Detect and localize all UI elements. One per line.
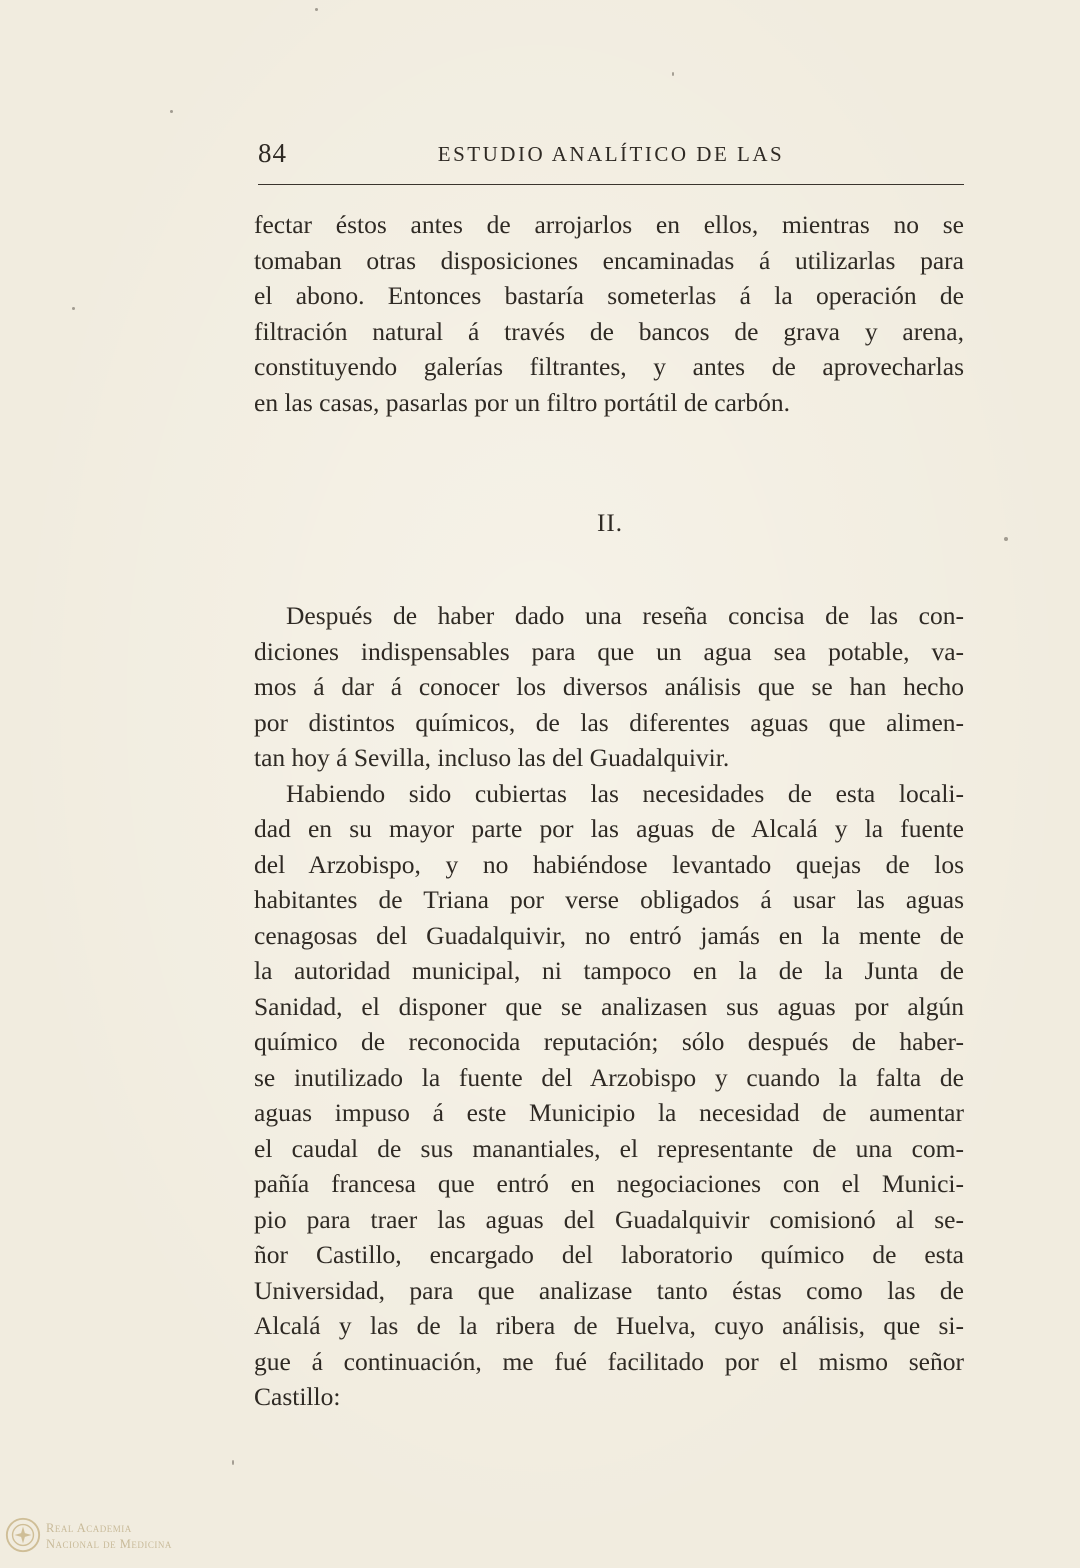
text-line: dad en su mayor parte por las aguas de Alcalá y la fuente bbox=[254, 814, 964, 843]
text-line: químico de reconocida reputación; sólo después de haber- bbox=[254, 1027, 964, 1056]
academy-seal-icon bbox=[4, 1516, 42, 1554]
header-rule bbox=[258, 184, 964, 185]
text-line: Castillo: bbox=[254, 1382, 341, 1411]
page-number: 84 bbox=[258, 138, 287, 168]
text-line: pañía francesa que entró en negociaciones con el Munici- bbox=[254, 1169, 964, 1198]
text-line: Universidad, para que analizase tanto éstas como las de bbox=[254, 1275, 964, 1305]
paragraph-continuation bbox=[254, 207, 964, 420]
text-line: ñor Castillo, encargado del laboratorio químico de esta bbox=[254, 1240, 964, 1269]
text-line: fectar éstos antes de arrojarlos en ellos, mientras no se bbox=[254, 210, 964, 239]
paragraph-body bbox=[254, 598, 964, 1415]
text-line: Alcalá y las de la ribera de Huelva, cuyo análisis, que si- bbox=[254, 1311, 964, 1340]
text-line: filtración natural á través de bancos de grava y arena, bbox=[254, 316, 964, 346]
text-line: cenagosas del Guadalquivir, no entró jamás en la mente de bbox=[254, 920, 964, 950]
text-line: diciones indispensables para que un agua sea potable, va- bbox=[254, 636, 964, 666]
scan-speck bbox=[672, 72, 674, 76]
text-line: constituyendo galerías filtrantes, y antes de aprovecharlas bbox=[254, 352, 964, 381]
text-line: Después de haber dado una reseña concisa de las con- bbox=[286, 601, 964, 630]
text-line: el caudal de sus manantiales, el representante de una com- bbox=[254, 1133, 964, 1163]
watermark-line: Nacional de Medicina bbox=[46, 1537, 172, 1551]
scan-speck bbox=[1004, 537, 1008, 541]
text-line: en las casas, pasarlas por un filtro portátil de carbón. bbox=[254, 387, 791, 417]
text-line: el abono. Entonces bastaría someterlas á la operación de bbox=[254, 281, 964, 310]
running-head bbox=[258, 138, 964, 172]
text-line: tan hoy á Sevilla, incluso las del Guadalquivir. bbox=[254, 743, 730, 772]
running-title: ESTUDIO ANALÍTICO DE LAS bbox=[437, 142, 785, 166]
text-line: la autoridad municipal, ni tampoco en la de la Junta de bbox=[254, 956, 964, 985]
watermark-text bbox=[46, 1520, 172, 1552]
text-line: se inutilizado la fuente del Arzobispo y cuando la falta de bbox=[254, 1062, 964, 1092]
scan-speck bbox=[232, 1460, 234, 1465]
section-heading: II. bbox=[597, 510, 623, 537]
text-line: gue á continuación, me fué facilitado por el mismo señor bbox=[254, 1346, 964, 1376]
text-line: tomaban otras disposiciones encaminadas á utilizarlas para bbox=[254, 245, 964, 275]
text-line: habitantes de Triana por verse obligados á usar las aguas bbox=[254, 885, 964, 914]
text-line: del Arzobispo, y no habiéndose levantado quejas de los bbox=[254, 849, 964, 879]
text-line: pio para traer las aguas del Guadalquivir comisionó al se- bbox=[254, 1204, 964, 1234]
text-line: Sanidad, el disponer que se analizasen sus aguas por algún bbox=[254, 991, 964, 1021]
text-line: aguas impuso á este Municipio la necesidad de aumentar bbox=[254, 1098, 964, 1127]
scan-speck bbox=[170, 110, 173, 113]
text-line: por distintos químicos, de las diferentes aguas que alimen- bbox=[254, 707, 964, 737]
text-line: Habiendo sido cubiertas las necesidades de esta locali- bbox=[286, 778, 964, 808]
scan-speck bbox=[315, 8, 318, 11]
text-line: mos á dar á conocer los diversos análisis que se han hecho bbox=[254, 672, 964, 701]
scan-speck bbox=[72, 307, 75, 310]
watermark-line: Real Academia bbox=[46, 1521, 132, 1535]
library-watermark bbox=[4, 1512, 204, 1562]
